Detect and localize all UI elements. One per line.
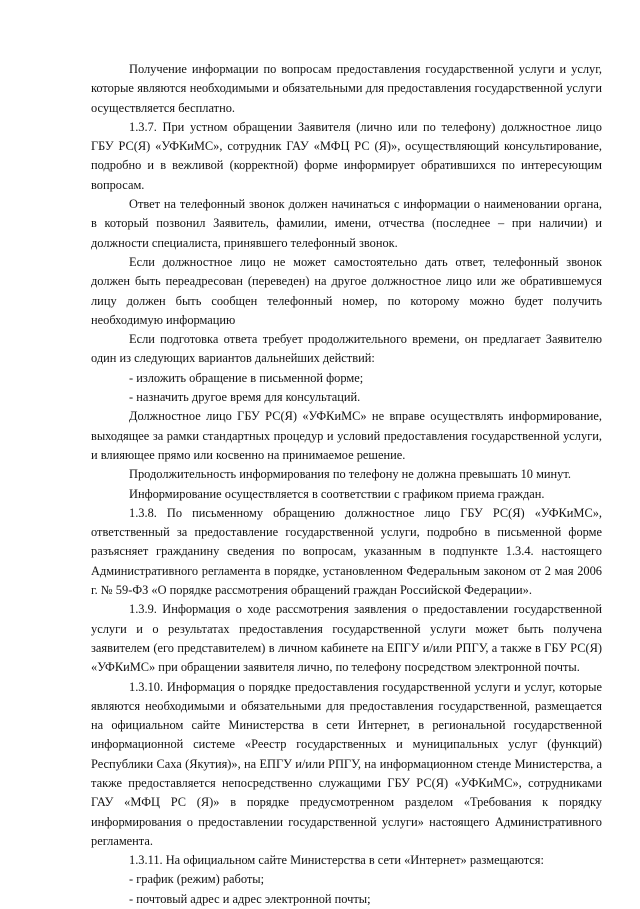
paragraph-free-of-charge: Получение информации по вопросам предоставления государственной услуги и услуг, которые являются необходимыми и обязательными для предоставления государственной услуги осуществляется бесплатно. <box>91 62 602 115</box>
paragraph-schedule: Информирование осуществляется в соответствии с графиком приема граждан. <box>129 486 545 501</box>
paragraph-1-3-10: 1.3.10. Информация о порядке предоставления государственной услуги и услуг, которые являются необходимыми и обязательными для предоставления государственной, размещается на официальном сайте Министерства в сети Интернет, в региональной государственной информационной системе «Реестр государственных и муниципальных услуг (функций) Республики Саха (Якутия)», на ЕПГУ и/или РПГУ, на информационном стенде Министерства, а также предоставляется непосредственно служащими ГБУ РС(Я) «УФКиМС», сотрудниками ГАУ «МФЦ РС (Я)» в порядке предусмотренном разделом «Требования к порядку информирования о предоставлении государственной услуги» настоящего Административного регламента. <box>91 679 602 848</box>
paragraph-long-preparation: Если подготовка ответа требует продолжительного времени, он предлагает Заявителю один из следующих вариантов дальнейших действий: <box>91 332 602 366</box>
paragraph-not-entitled: Должностное лицо ГБУ РС(Я) «УФКиМС» не вправе осуществлять информирование, выходящее за рамки стандартных процедур и условий предоставления государственной услуги, и влияющее прямо или косвенно на принимаемое решение. <box>91 409 602 462</box>
paragraph-duration: Продолжительность информирования по телефону не должна превышать 10 минут. <box>129 467 571 482</box>
paragraph-call-redirect: Если должностное лицо не может самостоятельно дать ответ, телефонный звонок должен быть переадресован (переведен) на другое должностное лицо или же обратившемуся лицу должен быть сообщен телефонный номер, по которому можно будет получить необходимую информацию <box>91 254 602 327</box>
paragraph-1-3-8: 1.3.8. По письменному обращению должностное лицо ГБУ РС(Я) «УФКиМС», ответственный за предоставление государственной услуги, подробно в письменной форме разъясняет гражданину сведения по вопросам, указанным в подпункте 1.3.4. настоящего Административного регламента в порядке, установленном Федеральным законом от 2 мая 2006 г. № 59-ФЗ «О порядке рассмотрения обращений граждан Российской Федерации». <box>91 505 602 598</box>
paragraph-1-3-9: 1.3.9. Информация о ходе рассмотрения заявления о предоставлении государственной услуги и о результатах предоставления государственной услуги может быть получена заявителем (его представителем) в личном кабинете на ЕПГУ и/или РПГУ, а также в ГБУ РС(Я) «УФКиМС» при обращении заявителя лично, по телефону посредством электронной почты. <box>91 602 602 675</box>
list-item-written-form: - изложить обращение в письменной форме; <box>129 370 364 385</box>
list-item-postal-address: - почтовый адрес и адрес электронной почты; <box>129 891 371 906</box>
list-item-other-time: - назначить другое время для консультаций. <box>129 390 361 405</box>
paragraph-phone-answer: Ответ на телефонный звонок должен начинаться с информации о наименовании органа, в который позвонил Заявитель, фамилии, имени, отчества (последнее – при наличии) и должности специалиста, принявшего телефонный звонок. <box>91 197 602 250</box>
paragraph-1-3-7: 1.3.7. При устном обращении Заявителя (лично или по телефону) должностное лицо ГБУ РС(Я) «УФКиМС», сотрудник ГАУ «МФЦ РС (Я)», осуществляющий консультирование, подробно и в вежливой (корректной) форме информирует обратившихся по интересующим вопросам. <box>91 119 602 192</box>
paragraph-1-3-11: 1.3.11. На официальном сайте Министерства в сети «Интернет» размещаются: <box>129 853 544 868</box>
list-item-work-schedule: - график (режим) работы; <box>129 872 265 887</box>
